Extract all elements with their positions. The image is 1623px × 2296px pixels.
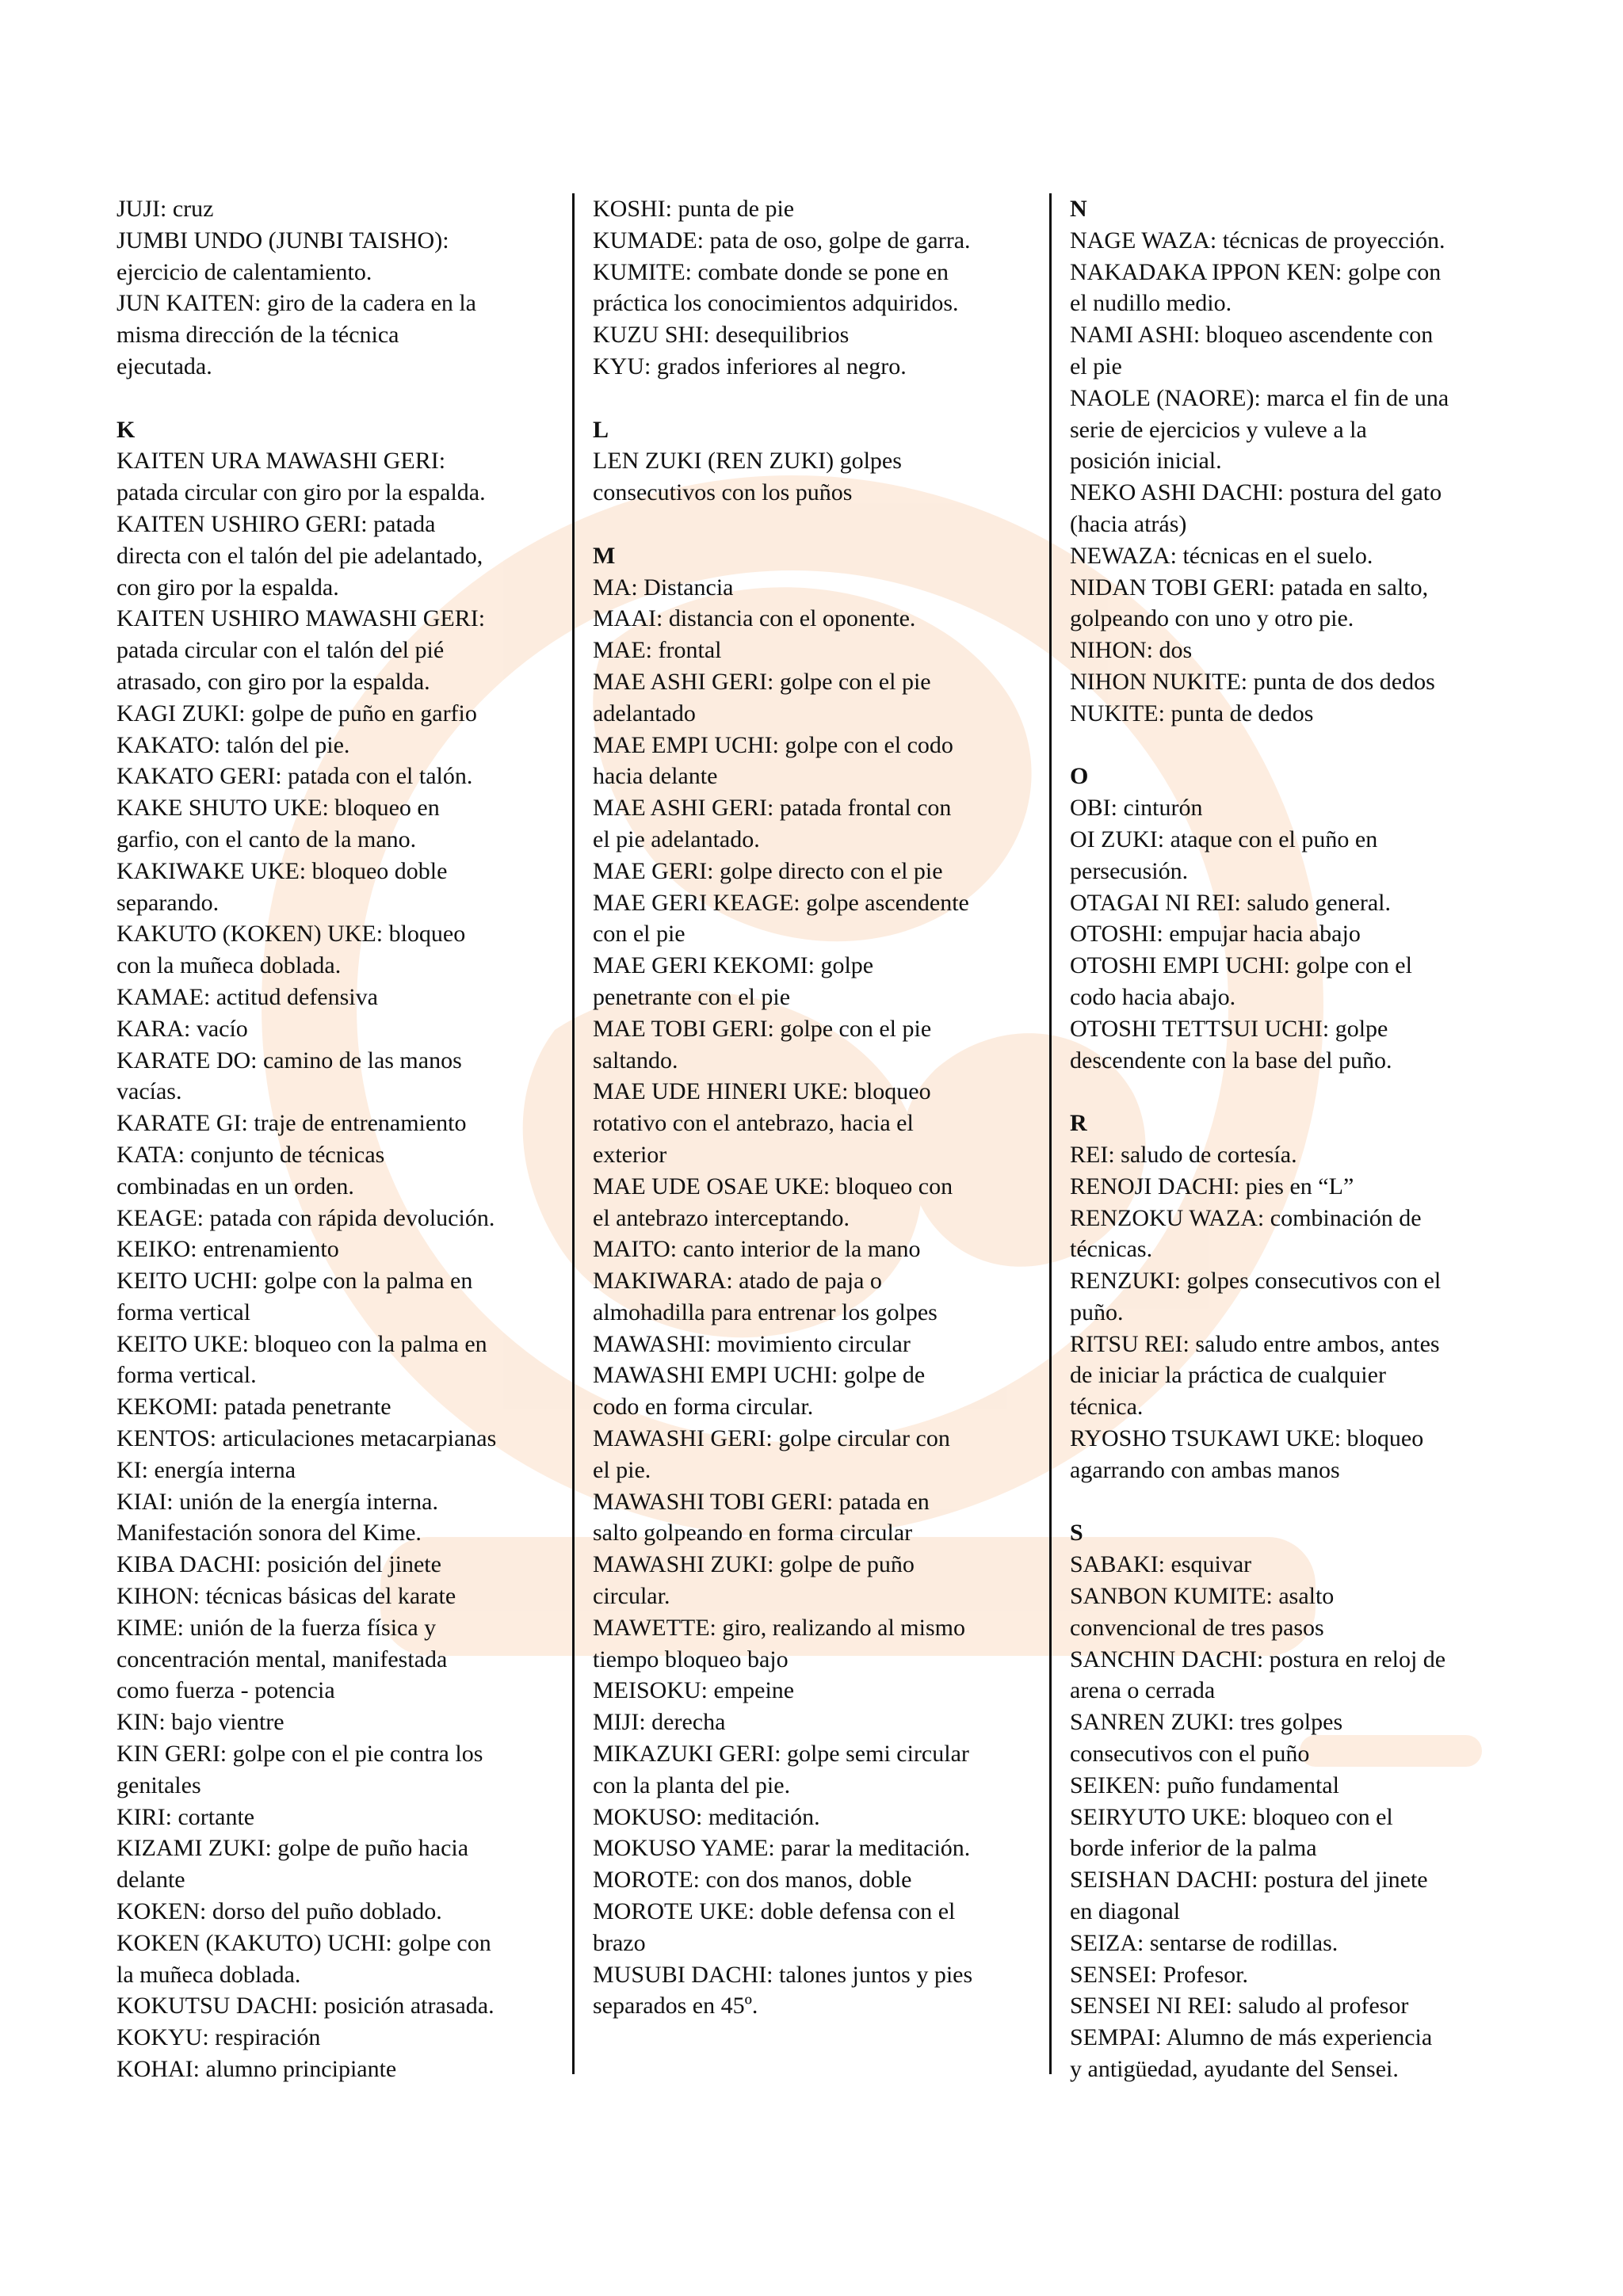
glossary-entry: MUSUBI DACHI: talones juntos y pies separados en 45º.: [593, 1961, 973, 2019]
glossary-entry: MAAI: distancia con el oponente.: [593, 605, 916, 632]
glossary-entry: REI: saludo de cortesía.: [1070, 1141, 1297, 1168]
glossary-entry: SANCHIN DACHI: postura en reloj de arena o cerrada: [1070, 1646, 1446, 1704]
glossary-entry: MAE ASHI GERI: golpe con el pie adelantado: [593, 668, 931, 727]
glossary-entry: LEN ZUKI (REN ZUKI) golpes consecutivos con los puños: [593, 448, 902, 506]
glossary-entry: RENOJI DACHI: pies en “L”: [1070, 1173, 1354, 1199]
glossary-entry: MAE: frontal: [593, 637, 722, 664]
glossary-entry: SANBON KUMITE: asalto convencional de tres pasos: [1070, 1583, 1335, 1641]
glossary-entry: MAWETTE: giro, realizando al mismo tiempo bloqueo bajo: [593, 1614, 965, 1672]
glossary-entry: JUN KAITEN: giro de la cadera en la misma dirección de la técnica ejecutada.: [116, 290, 476, 379]
glossary-entry: MA: Distancia: [593, 574, 734, 601]
glossary-entry: RITSU REI: saludo entre ambos, antes de iniciar la práctica de cualquier técnica.: [1070, 1330, 1440, 1421]
glossary-entry: KATA: conjunto de técnicas combinadas en un orden.: [116, 1141, 385, 1199]
glossary-column-2: [593, 193, 1037, 2022]
glossary-entry: KIHON: técnicas básicas del karate: [116, 1583, 456, 1610]
glossary-entry: KOSHI: punta de pie: [593, 196, 795, 222]
glossary-entry: OTOSHI EMPI UCHI: golpe con el codo hacia abajo.: [1070, 952, 1412, 1010]
glossary-entry: KAKATO GERI: patada con el talón.: [116, 763, 473, 790]
glossary-entry: KAITEN URA MAWASHI GERI: patada circular con giro por la espalda.: [116, 448, 486, 506]
section-letter-o: O: [1070, 763, 1089, 790]
glossary-entry: KAKUTO (KOKEN) UKE: bloqueo con la muñeca doblada.: [116, 921, 466, 979]
glossary-entry: MAE TOBI GERI: golpe con el pie saltando.: [593, 1015, 932, 1074]
glossary-entry: NAMI ASHI: bloqueo ascendente con el pie: [1070, 322, 1434, 379]
glossary-entry: MAWASHI EMPI UCHI: golpe de codo en forma circular.: [593, 1362, 926, 1421]
glossary-entry: KIN GERI: golpe con el pie contra los genitales: [116, 1741, 483, 1798]
glossary-entry: SEIKEN: puño fundamental: [1070, 1772, 1339, 1798]
glossary-entry: MAKIWARA: atado de paja o almohadilla para entrenar los golpes: [593, 1268, 938, 1325]
glossary-entry: MAWASHI TOBI GERI: patada en salto golpeando en forma circular: [593, 1488, 930, 1547]
glossary-entry: KI: energía interna: [116, 1456, 296, 1483]
column-divider-2: [1049, 193, 1052, 2074]
glossary-entry: NUKITE: punta de dedos: [1070, 700, 1314, 727]
glossary-entry: MOROTE: con dos manos, doble: [593, 1867, 912, 1894]
glossary-entry: MAWASHI GERI: golpe circular con el pie.: [593, 1425, 950, 1483]
glossary-entry: MAE EMPI UCHI: golpe con el codo hacia delante: [593, 731, 953, 790]
section-letter-n: N: [1070, 196, 1087, 222]
glossary-entry: NAKADAKA IPPON KEN: golpe con el nudillo medio.: [1070, 258, 1442, 317]
glossary-entry: KEITO UKE: bloqueo con la palma en forma vertical.: [116, 1330, 487, 1389]
glossary-entry: SABAKI: esquivar: [1070, 1551, 1252, 1578]
glossary-column-3: [1070, 193, 1514, 2085]
glossary-entry: SEIZA: sentarse de rodillas.: [1070, 1929, 1338, 1956]
glossary-entry: KEKOMI: patada penetrante: [116, 1394, 391, 1421]
section-letter-m: M: [593, 542, 616, 569]
glossary-entry: OBI: cinturón: [1070, 795, 1203, 822]
glossary-entry: SENSEI NI REI: saludo al profesor: [1070, 1993, 1409, 2019]
glossary-entry: RENZOKU WAZA: combinación de técnicas.: [1070, 1204, 1422, 1263]
glossary-entry: MOROTE UKE: doble defensa con el brazo: [593, 1898, 956, 1956]
glossary-column-1: [116, 193, 560, 2085]
glossary-entry: KIME: unión de la fuerza física y concentración mental, manifestada como fuerza - potencia: [116, 1614, 448, 1704]
glossary-entry: KEIKO: entrenamiento: [116, 1236, 339, 1263]
glossary-entry: JUMBI UNDO (JUNBI TAISHO): ejercicio de calentamiento.: [116, 227, 449, 285]
glossary-entry: KOKUTSU DACHI: posición atrasada.: [116, 1993, 495, 2019]
glossary-entry: KARATE GI: traje de entrenamiento: [116, 1110, 467, 1137]
glossary-entry: KOHAI: alumno principiante: [116, 2056, 397, 2083]
glossary-entry: SEMPAI: Alumno de más experiencia y antigüedad, ayudante del Sensei.: [1070, 2024, 1433, 2083]
glossary-entry: MAE GERI: golpe directo con el pie: [593, 857, 943, 884]
glossary-entry: MIKAZUKI GERI: golpe semi circular con la planta del pie.: [593, 1741, 969, 1798]
section-letter-r: R: [1070, 1110, 1087, 1137]
glossary-entry: KAITEN USHIRO GERI: patada directa con el talón del pie adelantado, con giro por la espalda.: [116, 510, 483, 601]
glossary-entry: KAKATO: talón del pie.: [116, 731, 350, 758]
glossary-entry: KAKE SHUTO UKE: bloqueo en garfio, con el canto de la mano.: [116, 795, 440, 852]
glossary-entry: KAGI ZUKI: golpe de puño en garfio: [116, 700, 477, 727]
glossary-entry: KARATE DO: camino de las manos vacías.: [116, 1047, 462, 1105]
glossary-entry: KOKEN (KAKUTO) UCHI: golpe con la muñeca doblada.: [116, 1929, 491, 1988]
glossary-entry: KEITO UCHI: golpe con la palma en forma vertical: [116, 1268, 473, 1325]
glossary-entry: MOKUSO: meditación.: [593, 1803, 820, 1830]
glossary-entry: MAWASHI: movimiento circular: [593, 1330, 911, 1357]
glossary-entry: KOKYU: respiración: [116, 2024, 321, 2051]
glossary-entry: SANREN ZUKI: tres golpes consecutivos con el puño: [1070, 1709, 1343, 1768]
column-divider-1: [572, 193, 575, 2074]
glossary-entry: MIJI: derecha: [593, 1709, 726, 1736]
glossary-entry: KAMAE: actitud defensiva: [116, 983, 378, 1010]
glossary-entry: RYOSHO TSUKAWI UKE: bloqueo agarrando con ambas manos: [1070, 1425, 1424, 1483]
glossary-entry: MAE UDE HINERI UKE: bloqueo rotativo con el antebrazo, hacia el exterior: [593, 1078, 931, 1168]
glossary-entry: OTOSHI: empujar hacia abajo: [1070, 921, 1361, 948]
glossary-entry: MEISOKU: empeine: [593, 1677, 795, 1704]
glossary-entry: KIAI: unión de la energía interna. Manifestación sonora del Kime.: [116, 1488, 438, 1547]
glossary-entry: JUJI: cruz: [116, 196, 214, 222]
glossary-entry: KARA: vacío: [116, 1015, 248, 1042]
glossary-entry: SEISHAN DACHI: postura del jinete en diagonal: [1070, 1867, 1428, 1925]
glossary-entry: MAWASHI ZUKI: golpe de puño circular.: [593, 1551, 915, 1610]
glossary-entry: NIHON NUKITE: punta de dos dedos: [1070, 668, 1435, 695]
glossary-entry: MAITO: canto interior de la mano: [593, 1236, 921, 1263]
glossary-entry: OTAGAI NI REI: saludo general.: [1070, 889, 1391, 916]
section-letter-k: K: [116, 416, 136, 443]
glossary-entry: KAKIWAKE UKE: bloqueo doble separando.: [116, 857, 448, 916]
glossary-entry: KIZAMI ZUKI: golpe de puño hacia delante: [116, 1835, 469, 1894]
glossary-entry: KIN: bajo vientre: [116, 1709, 285, 1736]
glossary-entry: MAE UDE OSAE UKE: bloqueo con el antebrazo interceptando.: [593, 1173, 953, 1231]
glossary-entry: MOKUSO YAME: parar la meditación.: [593, 1835, 971, 1862]
section-letter-l: L: [593, 416, 609, 443]
glossary-entry: NIDAN TOBI GERI: patada en salto, golpeando con uno y otro pie.: [1070, 574, 1429, 632]
glossary-entry: NAOLE (NAORE): marca el fin de una serie de ejercicios y vuleve a la posición inicial.: [1070, 384, 1449, 475]
glossary-entry: NAGE WAZA: técnicas de proyección.: [1070, 227, 1445, 254]
glossary-entry: KIBA DACHI: posición del jinete: [116, 1551, 441, 1578]
glossary-entry: MAE ASHI GERI: patada frontal con el pie adelantado.: [593, 795, 952, 852]
glossary-entry: NEWAZA: técnicas en el suelo.: [1070, 542, 1373, 569]
glossary-entry: OTOSHI TETTSUI UCHI: golpe descendente con la base del puño.: [1070, 1015, 1392, 1074]
glossary-entry: RENZUKI: golpes consecutivos con el puño.: [1070, 1268, 1442, 1325]
glossary-entry: KYU: grados inferiores al negro.: [593, 353, 907, 379]
glossary-entry: OI ZUKI: ataque con el puño en persecusión.: [1070, 826, 1378, 884]
glossary-entry: KUMADE: pata de oso, golpe de garra.: [593, 227, 971, 254]
glossary-entry: KUZU SHI: desequilibrios: [593, 322, 850, 349]
glossary-entry: MAE GERI KEAGE: golpe ascendente con el pie: [593, 889, 969, 948]
glossary-entry: KOKEN: dorso del puño doblado.: [116, 1898, 442, 1925]
glossary-entry: MAE GERI KEKOMI: golpe penetrante con el pie: [593, 952, 874, 1010]
glossary-entry: KENTOS: articulaciones metacarpianas: [116, 1425, 497, 1452]
glossary-entry: SENSEI: Profesor.: [1070, 1961, 1248, 1988]
glossary-entry: SEIRYUTO UKE: bloqueo con el borde inferior de la palma: [1070, 1803, 1393, 1862]
glossary-entry: KAITEN USHIRO MAWASHI GERI: patada circular con el talón del pié atrasado, con giro por la espalda.: [116, 605, 486, 695]
section-letter-s: S: [1070, 1520, 1083, 1547]
glossary-entry: NEKO ASHI DACHI: postura del gato (hacia atrás): [1070, 479, 1442, 537]
glossary-entry: KIRI: cortante: [116, 1803, 255, 1830]
glossary-entry: KUMITE: combate donde se pone en práctica los conocimientos adquiridos.: [593, 258, 959, 317]
glossary-entry: KEAGE: patada con rápida devolución.: [116, 1204, 495, 1231]
glossary-entry: NIHON: dos: [1070, 637, 1193, 664]
